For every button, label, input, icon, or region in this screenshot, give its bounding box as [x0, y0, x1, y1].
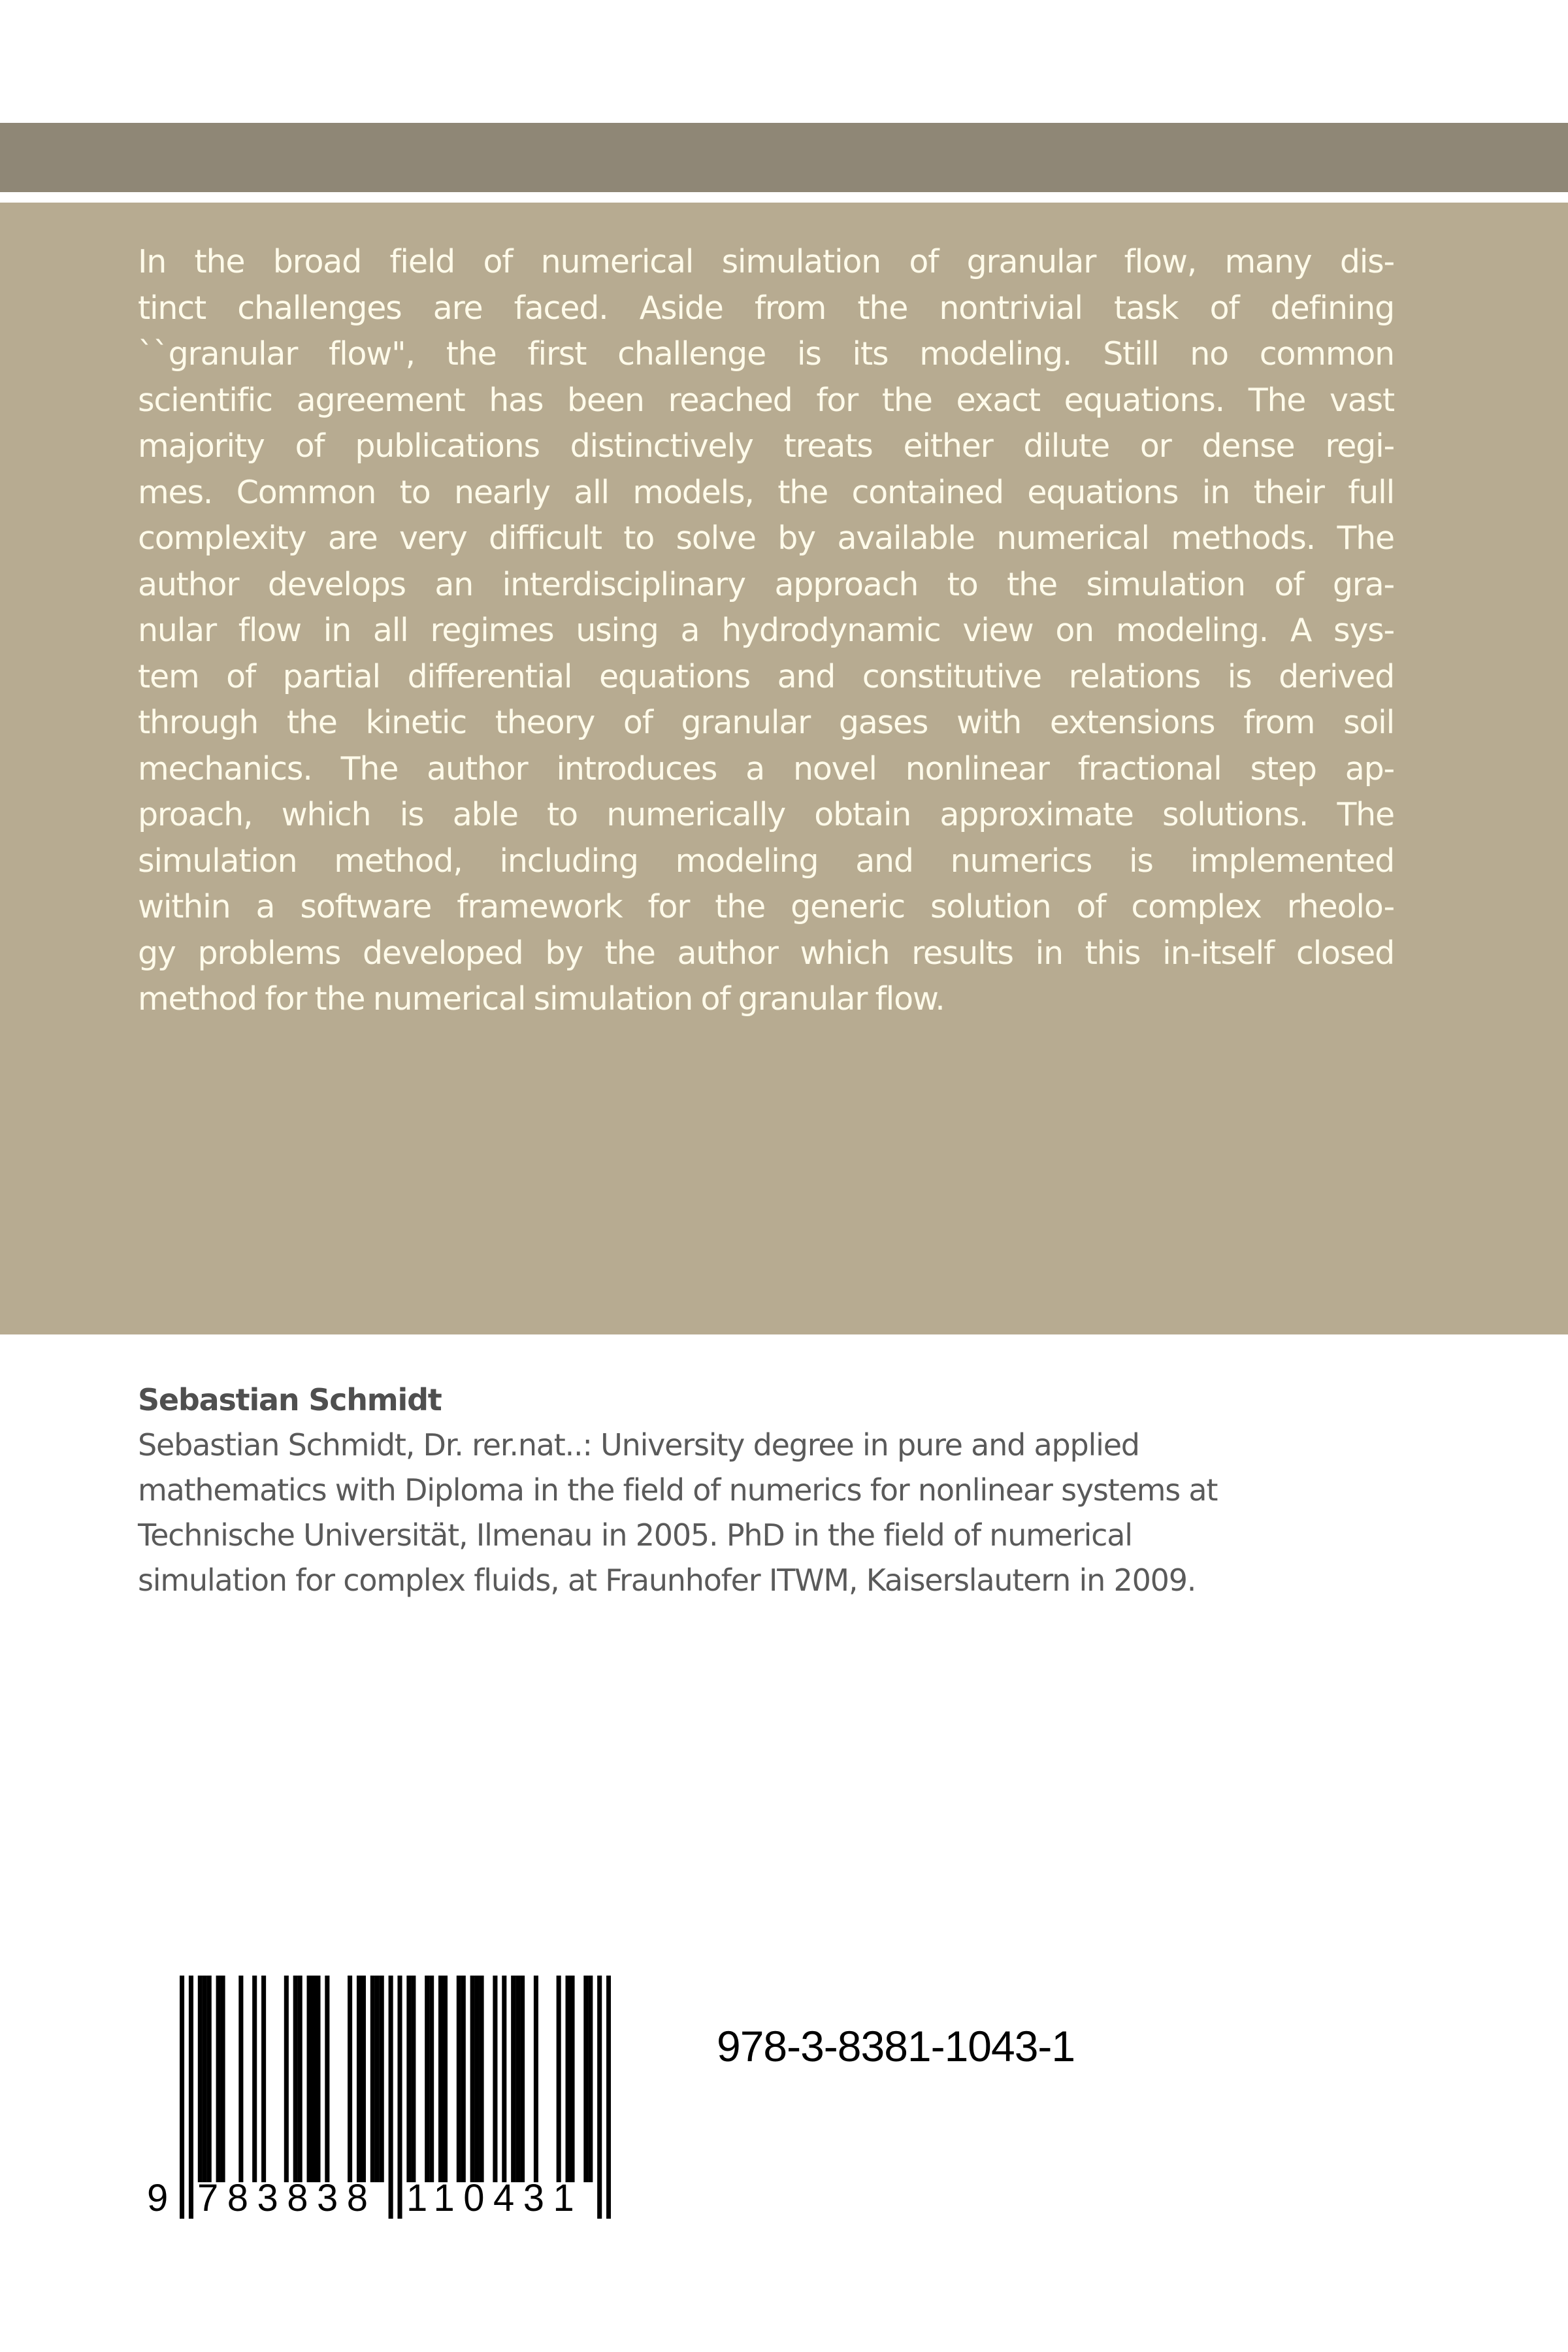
- barcode-guard-bar: [606, 1976, 611, 2219]
- barcode-bar: [221, 1976, 225, 2182]
- barcode-bar: [475, 1976, 480, 2182]
- book-blurb: [138, 239, 1394, 1023]
- barcode-bar: [566, 1976, 570, 2182]
- blurb-line: scientific agreement has been reached for the exact equations. The vast: [138, 381, 1394, 419]
- barcode-bar: [252, 1976, 257, 2182]
- barcode-guard-bar: [180, 1976, 184, 2219]
- blurb-line: tem of partial differential equations and constitutive relations is derived: [138, 657, 1394, 695]
- blurb-line: complexity are very difficult to solve by available numerical methods. The: [138, 520, 1394, 557]
- barcode-bar: [325, 1976, 329, 2182]
- barcode-bar: [425, 1976, 429, 2182]
- bio-line: simulation for complex fluids, at Fraunhofer ITWM, Kaiserslautern in 2009.: [138, 1563, 1196, 1598]
- barcode-guard-bar: [389, 1976, 393, 2219]
- barcode-bar: [284, 1976, 289, 2182]
- barcode-bar: [361, 1976, 366, 2182]
- barcode-bar: [480, 1976, 484, 2182]
- barcode-bar: [457, 1976, 461, 2182]
- barcode-bar: [557, 1976, 561, 2182]
- barcode-bar: [298, 1976, 302, 2182]
- barcode-bar: [515, 1976, 520, 2182]
- bio-line: Sebastian Schmidt, Dr. rer.nat..: University degree in pure and applied: [138, 1427, 1139, 1463]
- barcode-bar: [470, 1976, 475, 2182]
- blurb-line: simulation method, including modeling and numerics is implemented: [138, 842, 1394, 880]
- barcode-bar: [583, 1976, 588, 2182]
- barcode-bar: [357, 1976, 361, 2182]
- barcode-guard-bar: [189, 1976, 193, 2219]
- barcode-bar: [316, 1976, 320, 2182]
- barcode-bar: [207, 1976, 212, 2182]
- blurb-line: method for the numerical simulation of granular flow.: [138, 980, 945, 1018]
- barcode-bar: [511, 1976, 515, 2182]
- barcode-bar: [375, 1976, 380, 2182]
- author-bio: [138, 1423, 1445, 1603]
- barcode-bar: [461, 1976, 466, 2182]
- blurb-line: nular flow in all regimes using a hydrodynamic view on modeling. A sys-: [138, 612, 1394, 649]
- top-color-band: [0, 123, 1568, 192]
- barcode-bar: [443, 1976, 448, 2182]
- author-name: Sebastian Schmidt: [138, 1382, 442, 1417]
- barcode-bar: [438, 1976, 443, 2182]
- blurb-line: gy problems developed by the author which results in this in-itself closed: [138, 934, 1394, 972]
- barcode-bar: [429, 1976, 434, 2182]
- barcode-left-digits: 783838: [197, 2177, 377, 2219]
- barcode-bar: [380, 1976, 384, 2182]
- barcode-first-digit: 9: [147, 2177, 169, 2219]
- barcode-bar: [502, 1976, 506, 2182]
- barcode-bar: [348, 1976, 352, 2182]
- isbn-number: 978-3-8381-1043-1: [717, 2022, 1075, 2070]
- barcode-bar: [406, 1976, 411, 2182]
- barcode-bar: [588, 1976, 593, 2182]
- blurb-line: tinct challenges are faced. Aside from the nontrivial task of defining: [138, 289, 1394, 327]
- barcode-bar: [493, 1976, 497, 2182]
- barcode-bar: [311, 1976, 316, 2182]
- barcode-bar: [198, 1976, 203, 2182]
- blurb-line: ``granular flow", the first challenge is its modeling. Still no common: [138, 335, 1394, 373]
- blurb-line: In the broad field of numerical simulation of granular flow, many dis-: [138, 243, 1394, 280]
- barcode-bar: [411, 1976, 416, 2182]
- blurb-line: author develops an interdisciplinary approach to the simulation of gra-: [138, 565, 1394, 603]
- barcode-bar: [216, 1976, 221, 2182]
- barcode-bar: [520, 1976, 525, 2182]
- blurb-line: through the kinetic theory of granular gases with extensions from soil: [138, 704, 1394, 741]
- bio-line: Technische Universität, Ilmenau in 2005. PhD in the field of numerical: [138, 1517, 1132, 1553]
- barcode-guard-bar: [597, 1976, 602, 2219]
- blurb-line: proach, which is able to numerically obtain approximate solutions. The: [138, 796, 1394, 833]
- blurb-line: mes. Common to nearly all models, the contained equations in their full: [138, 473, 1394, 511]
- barcode-bar: [203, 1976, 207, 2182]
- barcode-bar: [570, 1976, 574, 2182]
- barcode-bar: [238, 1976, 243, 2182]
- barcode-bar: [370, 1976, 375, 2182]
- barcode-bar: [534, 1976, 538, 2182]
- bio-line: mathematics with Diploma in the field of numerics for nonlinear systems at: [138, 1472, 1218, 1508]
- barcode-bar: [293, 1976, 298, 2182]
- author-section: [138, 1378, 1445, 1603]
- blurb-line: within a software framework for the generic solution of complex rheolo-: [138, 888, 1394, 925]
- barcode-right-digits: 110431: [406, 2177, 583, 2219]
- barcode-bar: [307, 1976, 312, 2182]
- barcode-bar: [261, 1976, 266, 2182]
- blurb-line: mechanics. The author introduces a novel nonlinear fractional step ap-: [138, 750, 1394, 787]
- blurb-line: majority of publications distinctively treats either dilute or dense regi-: [138, 427, 1394, 465]
- barcode-guard-bar: [397, 1976, 402, 2219]
